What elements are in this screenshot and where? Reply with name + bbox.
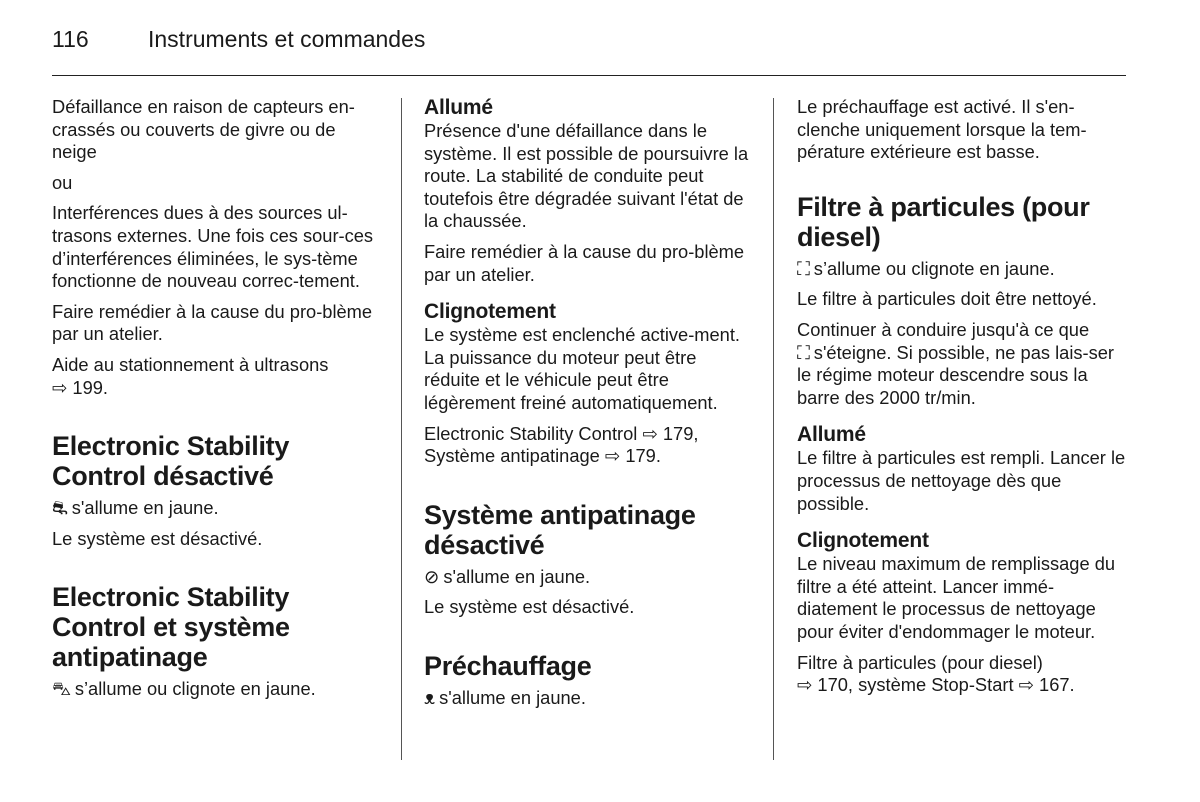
paragraph: Interférences dues à des sources ul-trasons externes. Une fois ces sour-ces d’interférences éliminées, le sys-tème fonctionne de nouveau correc-tement. xyxy=(52,202,374,292)
esc-off-warning-icon: ⛐ xyxy=(52,497,68,519)
page-number: 116 xyxy=(52,26,89,52)
paragraph xyxy=(424,687,756,710)
column-divider-2 xyxy=(773,98,774,760)
paragraph-text: Système antipatinage xyxy=(424,445,600,467)
paragraph: Faire remédier à la cause du pro-blème par un atelier. xyxy=(52,300,373,345)
column-divider-1 xyxy=(401,98,402,760)
paragraph-text: Electronic Stability Control xyxy=(424,422,638,444)
paragraph xyxy=(797,652,1127,697)
page-ref-arrow-icon: ⇨ xyxy=(797,674,813,696)
paragraph: ou xyxy=(52,171,73,193)
paragraph xyxy=(797,258,1127,281)
paragraph xyxy=(52,354,384,399)
paragraph-text: s’allume ou clignote en jaune. xyxy=(74,678,316,700)
paragraph-text: s'allume en jaune. xyxy=(71,497,219,519)
paragraph xyxy=(797,319,1127,409)
paragraph xyxy=(424,423,756,468)
paragraph-text: s'allume en jaune. xyxy=(443,565,591,587)
page-ref-arrow-icon: ⇨ xyxy=(604,445,621,467)
paragraph-text: s’allume ou clignote en jaune. xyxy=(813,257,1055,279)
paragraph-text: s'allume en jaune. xyxy=(439,686,586,708)
paragraph: Présence d'une défaillance dans le système. Il est possible de poursuivre la route. La stabilité de conduite peut toutefois être dégradée suivant l'état de la chaussée. xyxy=(424,120,749,232)
page-ref-number: 170, système Stop-Start xyxy=(817,674,1014,696)
page-ref-arrow-icon: ⇨ xyxy=(642,422,658,444)
paragraph-text: Aide au stationnement à ultrasons xyxy=(52,353,329,375)
paragraph: Le filtre à particules est rempli. Lancer le processus de nettoyage dès que possible. xyxy=(797,447,1126,514)
paragraph xyxy=(52,497,384,520)
paragraph-text: Filtre à particules (pour diesel) xyxy=(797,651,1043,673)
paragraph: Le niveau maximum de remplissage du filtre a été atteint. Lancer immé-diatement le processus de nettoyage pour éviter d'endommager le moteur. xyxy=(797,553,1116,642)
paragraph: Le filtre à particules doit être nettoyé. xyxy=(797,288,1097,310)
column-1 xyxy=(52,96,384,709)
particle-filter-icon: ⛶ xyxy=(797,341,810,363)
section-heading: Préchauffage xyxy=(424,650,592,681)
section-heading: Système antipatinage désactivé xyxy=(424,499,696,560)
subsection-heading: Clignotement xyxy=(424,300,556,324)
esc-traction-warning-icon: ⛍ xyxy=(52,678,71,700)
paragraph: Défaillance en raison de capteurs en-crassés ou couverts de givre ou de neige xyxy=(52,96,355,163)
paragraph xyxy=(424,566,756,589)
glow-plug-icon: ᴥ xyxy=(424,686,436,708)
page-ref-number: 199. xyxy=(72,376,109,398)
paragraph: Faire remédier à la cause du pro-blème par un atelier. xyxy=(424,240,745,285)
paragraph: Le système est désactivé. xyxy=(52,527,263,549)
page-ref-arrow-icon: ⇨ xyxy=(52,376,68,398)
particle-filter-icon: ⛶ xyxy=(797,257,810,279)
paragraph xyxy=(52,678,384,701)
page-ref-number: 167. xyxy=(1039,674,1075,696)
paragraph: Le système est enclenché active-ment. La puissance du moteur peut être réduite et le véhicule peut être légèrement freiné automatiquement. xyxy=(424,324,741,413)
column-3 xyxy=(797,96,1127,705)
paragraph-text: Continuer à conduire jusqu'à ce que xyxy=(797,318,1090,340)
header-rule xyxy=(52,75,1126,76)
section-heading: Electronic Stability Control et système antipatinage xyxy=(52,582,290,673)
section-heading: Electronic Stability Control désactivé xyxy=(52,431,290,492)
page-title: Instruments et commandes xyxy=(148,26,426,52)
page-ref-arrow-icon: ⇨ xyxy=(1018,674,1034,696)
page-ref-number: 179. xyxy=(625,445,661,467)
paragraph: Le préchauffage est activé. Il s'en-clenche uniquement lorsque la tem-pérature extérieure est basse. xyxy=(797,96,1087,163)
subsection-heading: Allumé xyxy=(424,96,493,119)
subsection-heading: Allumé xyxy=(797,423,866,447)
paragraph: Le système est désactivé. xyxy=(424,596,635,618)
subsection-heading: Clignotement xyxy=(797,529,929,553)
page-ref-number: 179, xyxy=(662,422,699,444)
traction-off-warning-icon: ⊘ xyxy=(424,565,440,587)
column-2 xyxy=(424,96,756,718)
paragraph-text: s'éteigne. Si possible, ne pas lais-ser le régime moteur descendre sous la barre des 2000 tr/min. xyxy=(797,341,1115,408)
section-heading: Filtre à particules (pour diesel) xyxy=(797,191,1090,252)
